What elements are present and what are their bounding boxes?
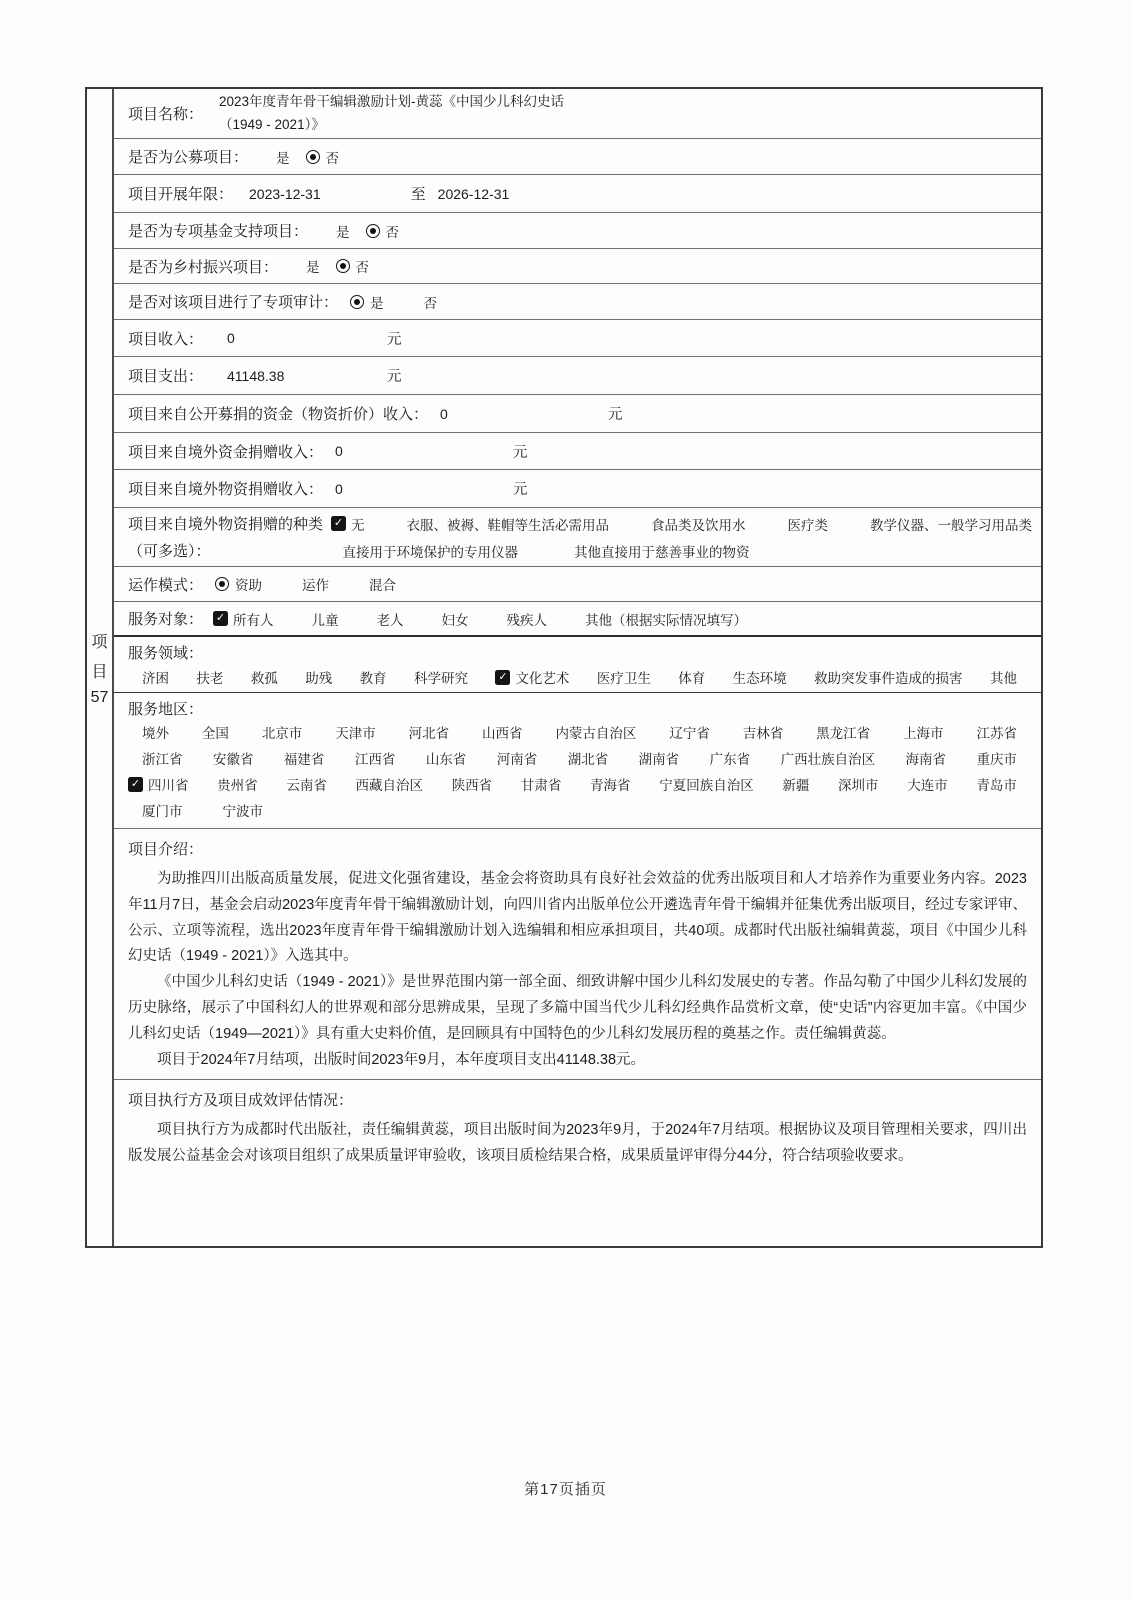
option-label: 科学研究 bbox=[414, 671, 469, 686]
field-overseas-goods-income bbox=[114, 470, 1041, 508]
section-project-intro bbox=[114, 829, 1041, 1080]
option bbox=[202, 722, 229, 742]
field-label: 服务对象： bbox=[128, 611, 204, 628]
checkbox-checked-icon: ✓ bbox=[331, 516, 346, 531]
field-label: 项目支出： bbox=[128, 368, 204, 385]
option bbox=[343, 541, 519, 561]
field-label: 项目来自公开募捐的资金（物资折价）收入： bbox=[128, 406, 429, 423]
field-label: 项目来自境外资金捐赠收入： bbox=[128, 443, 324, 461]
option bbox=[782, 774, 809, 794]
option-no: 否 bbox=[423, 295, 438, 311]
field-label: 服务地区： bbox=[128, 701, 204, 718]
options-list-line4 bbox=[128, 800, 1041, 820]
overseas-fund-income-value: 0 bbox=[335, 443, 343, 459]
option bbox=[196, 667, 223, 687]
paragraphs bbox=[128, 1118, 1027, 1170]
option bbox=[497, 748, 538, 768]
checkbox-checked-icon: ✓ bbox=[495, 670, 510, 685]
field-label: 项目开展年限： bbox=[128, 186, 234, 203]
options-list bbox=[331, 514, 1032, 534]
option bbox=[585, 609, 747, 629]
option-label: 教育 bbox=[359, 671, 387, 686]
option-label: 陕西省 bbox=[451, 778, 493, 793]
radio-selected-icon bbox=[306, 150, 320, 164]
option: 运作 bbox=[302, 578, 330, 593]
option-label: 重庆市 bbox=[976, 752, 1017, 767]
unit-yuan: 元 bbox=[608, 407, 623, 423]
radio-selected-icon bbox=[215, 577, 229, 591]
option-label: 食品类及饮用水 bbox=[651, 517, 746, 533]
side-label-number: 57 bbox=[90, 688, 109, 706]
option-label: 救助突发事件造成的损害 bbox=[814, 671, 963, 686]
option bbox=[142, 748, 183, 768]
option bbox=[976, 722, 1017, 742]
option bbox=[482, 722, 523, 742]
option bbox=[870, 514, 1032, 534]
option-label: 全国 bbox=[201, 726, 229, 741]
option bbox=[838, 774, 879, 794]
option-label: 其他直接用于慈善事业的物资 bbox=[574, 544, 750, 560]
field-label: 是否为专项基金支持项目： bbox=[128, 223, 309, 240]
option bbox=[335, 722, 376, 742]
field-service-area bbox=[114, 693, 1041, 829]
option-label: 青海省 bbox=[590, 778, 631, 793]
option-label: 北京市 bbox=[261, 726, 303, 741]
option-label: 无 bbox=[351, 517, 365, 533]
field-label: 服务领域： bbox=[128, 645, 204, 662]
row-index-label bbox=[87, 89, 114, 1246]
option-checked bbox=[495, 667, 569, 687]
option-label: 医疗卫生 bbox=[596, 671, 651, 686]
options-list bbox=[128, 667, 1041, 687]
form-content bbox=[114, 89, 1041, 1246]
field-overseas-goods-types bbox=[114, 508, 1041, 567]
option bbox=[223, 800, 264, 820]
option-label: 宁夏回族自治区 bbox=[659, 778, 754, 793]
field-label: 运作模式： bbox=[128, 576, 204, 594]
field-label: 是否为公募项目： bbox=[128, 149, 249, 166]
option-selected: 资助 bbox=[235, 578, 263, 593]
option bbox=[213, 748, 254, 768]
option-label: 厦门市 bbox=[142, 804, 183, 819]
option-label: 四川省 bbox=[148, 778, 189, 793]
paragraph: 项目于2024年7月结项，出版时间2023年9月，本年度项目支出41148.38元。 bbox=[157, 1051, 646, 1068]
unit-yuan: 元 bbox=[513, 444, 528, 461]
option-label: 河南省 bbox=[496, 752, 538, 767]
option bbox=[597, 667, 651, 687]
field-project-income bbox=[114, 320, 1041, 357]
project-name-line1: 2023年度青年骨干编辑激励计划-黄蕊《中国少儿科幻史话 bbox=[219, 93, 565, 109]
option-checked bbox=[331, 514, 365, 534]
option-label: 儿童 bbox=[311, 612, 339, 628]
radio-selected-icon bbox=[350, 295, 364, 309]
option-label: 广西壮族自治区 bbox=[780, 752, 876, 767]
paragraphs bbox=[128, 867, 1027, 1073]
option bbox=[976, 748, 1017, 768]
field-is-special-fund bbox=[114, 213, 1041, 249]
option-label: 所有人 bbox=[233, 612, 274, 628]
option bbox=[142, 800, 183, 820]
option-checked bbox=[128, 774, 189, 794]
option-label: 衣服、被褥、鞋帽等生活必需用品 bbox=[406, 517, 610, 533]
option bbox=[426, 748, 467, 768]
option bbox=[360, 667, 387, 687]
unit-yuan: 元 bbox=[387, 331, 402, 348]
option-label: 广东省 bbox=[709, 752, 751, 767]
option-label: 文化艺术 bbox=[515, 671, 570, 686]
expense-value: 41148.38 bbox=[227, 367, 285, 384]
option: 混合 bbox=[369, 578, 397, 593]
option bbox=[355, 748, 396, 768]
option-label: 江西省 bbox=[354, 752, 396, 767]
option-label: 济困 bbox=[142, 671, 169, 686]
option bbox=[568, 748, 609, 768]
option-label: 湖南省 bbox=[638, 752, 680, 767]
options-list bbox=[343, 541, 750, 561]
income-value: 0 bbox=[227, 330, 235, 346]
field-label: 项目收入： bbox=[128, 330, 204, 348]
option-label: 天津市 bbox=[335, 726, 376, 741]
option-label: 辽宁省 bbox=[669, 726, 710, 741]
option-label: 海南省 bbox=[905, 752, 947, 767]
option-label: 妇女 bbox=[441, 612, 469, 628]
duration-start-date: 2023-12-31 bbox=[249, 185, 321, 202]
option-no: 否 bbox=[355, 260, 370, 275]
option bbox=[377, 609, 404, 629]
option-checked bbox=[213, 609, 274, 629]
options-list bbox=[213, 609, 747, 629]
option-label: 大连市 bbox=[907, 778, 948, 793]
field-project-name bbox=[114, 89, 1041, 139]
field-public-donation-income bbox=[114, 395, 1041, 433]
page-footer: 第17页插页 bbox=[524, 1481, 607, 1498]
option-label: 新疆 bbox=[782, 778, 810, 793]
option bbox=[142, 722, 169, 742]
field-service-target bbox=[114, 602, 1041, 637]
radio-selected-icon bbox=[336, 259, 350, 273]
option bbox=[651, 514, 746, 534]
goods-types-line2 bbox=[128, 540, 1041, 561]
side-label-char: 目 bbox=[91, 663, 108, 681]
option-label: 宁波市 bbox=[222, 804, 263, 819]
option-label: 救孤 bbox=[250, 671, 278, 686]
option bbox=[142, 667, 169, 687]
option bbox=[284, 748, 325, 768]
option bbox=[452, 774, 493, 794]
field-overseas-fund-income bbox=[114, 433, 1041, 470]
field-project-expense bbox=[114, 357, 1041, 395]
field-label: 是否为乡村振兴项目： bbox=[128, 258, 279, 276]
option bbox=[407, 514, 610, 534]
option bbox=[788, 514, 829, 534]
option bbox=[733, 667, 787, 687]
option bbox=[590, 774, 631, 794]
option bbox=[305, 667, 332, 687]
option bbox=[574, 541, 750, 561]
overseas-goods-income-value: 0 bbox=[335, 480, 343, 497]
option-label: 其他（根据实际情况填写） bbox=[585, 612, 748, 628]
option bbox=[639, 748, 680, 768]
duration-to-label: 至 bbox=[410, 186, 426, 203]
field-operation-mode bbox=[114, 567, 1041, 602]
option bbox=[442, 609, 469, 629]
field-project-duration bbox=[114, 175, 1041, 213]
option-label: 黑龙江省 bbox=[816, 726, 871, 741]
option-no: 否 bbox=[325, 150, 340, 166]
option bbox=[906, 748, 947, 768]
option-label: 残疾人 bbox=[506, 612, 548, 628]
duration-end-date: 2026-12-31 bbox=[437, 185, 510, 202]
option bbox=[555, 722, 636, 742]
option-label: 教学仪器、一般学习用品类 bbox=[870, 517, 1033, 533]
option-label: 甘肃省 bbox=[520, 778, 562, 793]
option-label: 境外 bbox=[142, 726, 169, 741]
field-label: 项目来自境外物资捐赠收入： bbox=[128, 481, 324, 498]
option-label: 体育 bbox=[678, 671, 706, 686]
option-label: 生态环境 bbox=[732, 671, 787, 686]
side-label-char: 项 bbox=[91, 633, 108, 651]
option bbox=[312, 609, 339, 629]
option bbox=[678, 667, 705, 687]
options-list-line2 bbox=[128, 748, 1041, 768]
option bbox=[659, 774, 754, 794]
option-yes: 是 bbox=[336, 224, 350, 240]
option-label: 其他 bbox=[989, 671, 1017, 686]
option-label: 医疗类 bbox=[787, 517, 829, 533]
option-label: 山西省 bbox=[482, 726, 523, 741]
option bbox=[907, 774, 948, 794]
field-label: 项目来自境外物资捐赠的种类 bbox=[128, 516, 324, 533]
option-label: 江苏省 bbox=[976, 726, 1017, 741]
option-yes: 是 bbox=[370, 295, 384, 311]
section-label: 项目执行方及项目成效评估情况： bbox=[128, 1092, 354, 1110]
project-name-line2: （1949 - 2021）》 bbox=[219, 116, 325, 132]
option-label: 内蒙古自治区 bbox=[555, 726, 637, 741]
option-label: 福建省 bbox=[283, 752, 325, 767]
option-label: 扶老 bbox=[196, 671, 224, 686]
option bbox=[414, 667, 468, 687]
project-name-value bbox=[219, 91, 564, 137]
option-label: 河北省 bbox=[408, 726, 450, 741]
option-label: 浙江省 bbox=[142, 752, 183, 767]
option bbox=[669, 722, 710, 742]
goods-types-line1 bbox=[128, 513, 1041, 534]
option-yes: 是 bbox=[306, 260, 320, 275]
option-label: 湖北省 bbox=[567, 752, 609, 767]
paragraph: 《中国少儿科幻史话（1949 - 2021）》是世界范围内第一部全面、细致讲解中国少儿科幻发展史的专著。作品勾勒了中国少儿科幻发展的历史脉络，展示了中国科幻人的世界观和部分思辨成果，呈现了多篇中国当代少儿科幻经典作品赏析文章，使“史话”内容更加丰富。《中国少儿科幻史话（1949—2021）》具有重大史料价值，是回顾具有中国特色的少儿科幻发展历程的奠基之作。责任编辑黄蕊。 bbox=[128, 974, 1027, 1042]
paragraph: 为助推四川出版高质量发展，促进文化强省建设，基金会将资助具有良好社会效益的优秀出版项目和人才培养作为重要业务内容。2023年11月7日，基金会启动2023年度青年骨干编辑激励计划，向四川省内出版单位公开遴选青年骨干编辑并征集优秀出版项目，经过专家评审、公示、立项等流程，选出2023年度青年骨干编辑激励计划入选编辑和相应承担项目，共40项。成都时代出版社编辑黄蕊，项目《中国少儿科幻史话（1949 - 2021）》入选其中。 bbox=[128, 871, 1027, 965]
option-label: 贵州省 bbox=[217, 778, 258, 793]
option-label: 直接用于环境保护的专用仪器 bbox=[342, 544, 519, 560]
field-label-multiselect: （可多选）： bbox=[128, 543, 211, 560]
option bbox=[814, 667, 963, 687]
option-label: 老人 bbox=[376, 612, 404, 628]
checkbox-checked-icon: ✓ bbox=[213, 611, 228, 626]
option-label: 安徽省 bbox=[212, 752, 254, 767]
option-label: 西藏自治区 bbox=[355, 778, 424, 793]
unit-yuan: 元 bbox=[387, 369, 402, 385]
field-service-field bbox=[114, 637, 1041, 693]
options-list-line1 bbox=[128, 722, 1041, 742]
option bbox=[710, 748, 751, 768]
option-label: 深圳市 bbox=[838, 778, 879, 793]
option bbox=[976, 774, 1017, 794]
paragraph: 项目执行方为成都时代出版社，责任编辑黄蕊，项目出版时间为2023年9月，于2024年7月结项。根据协议及项目管理相关要求，四川出版发展公益基金会对该项目组织了成果质量评审验收，该项目质检结果合格，成果质量评审得分44分，符合结项验收要求。 bbox=[128, 1122, 1027, 1165]
field-is-special-audit bbox=[114, 284, 1041, 320]
public-donation-income-value: 0 bbox=[440, 405, 448, 422]
option-label: 吉林省 bbox=[742, 726, 784, 741]
option bbox=[262, 722, 303, 742]
section-evaluation bbox=[114, 1080, 1041, 1246]
option-label: 青岛市 bbox=[976, 778, 1017, 793]
option bbox=[903, 722, 944, 742]
field-label: 项目名称： bbox=[128, 106, 204, 123]
option-label: 助残 bbox=[305, 671, 333, 686]
option bbox=[409, 722, 450, 742]
options-list-line3 bbox=[128, 774, 1041, 794]
field-is-rural-revitalization bbox=[114, 249, 1041, 284]
option bbox=[217, 774, 258, 794]
project-form-table bbox=[85, 87, 1043, 1248]
checkbox-checked-icon: ✓ bbox=[128, 777, 143, 792]
option bbox=[507, 609, 548, 629]
option bbox=[990, 667, 1017, 687]
option-no: 否 bbox=[385, 224, 400, 240]
option-yes: 是 bbox=[276, 150, 290, 166]
section-label: 项目介绍： bbox=[128, 841, 204, 858]
option-label: 上海市 bbox=[903, 726, 944, 741]
field-label: 是否对该项目进行了专项审计： bbox=[128, 294, 339, 311]
option bbox=[521, 774, 562, 794]
option-label: 山东省 bbox=[425, 752, 467, 767]
option bbox=[251, 667, 278, 687]
option bbox=[356, 774, 424, 794]
option bbox=[816, 722, 870, 742]
option bbox=[286, 774, 327, 794]
option bbox=[781, 748, 876, 768]
unit-yuan: 元 bbox=[513, 482, 528, 498]
option bbox=[743, 722, 784, 742]
option-label: 云南省 bbox=[286, 778, 327, 793]
field-is-public-fundraising bbox=[114, 139, 1041, 175]
radio-selected-icon bbox=[366, 224, 380, 238]
